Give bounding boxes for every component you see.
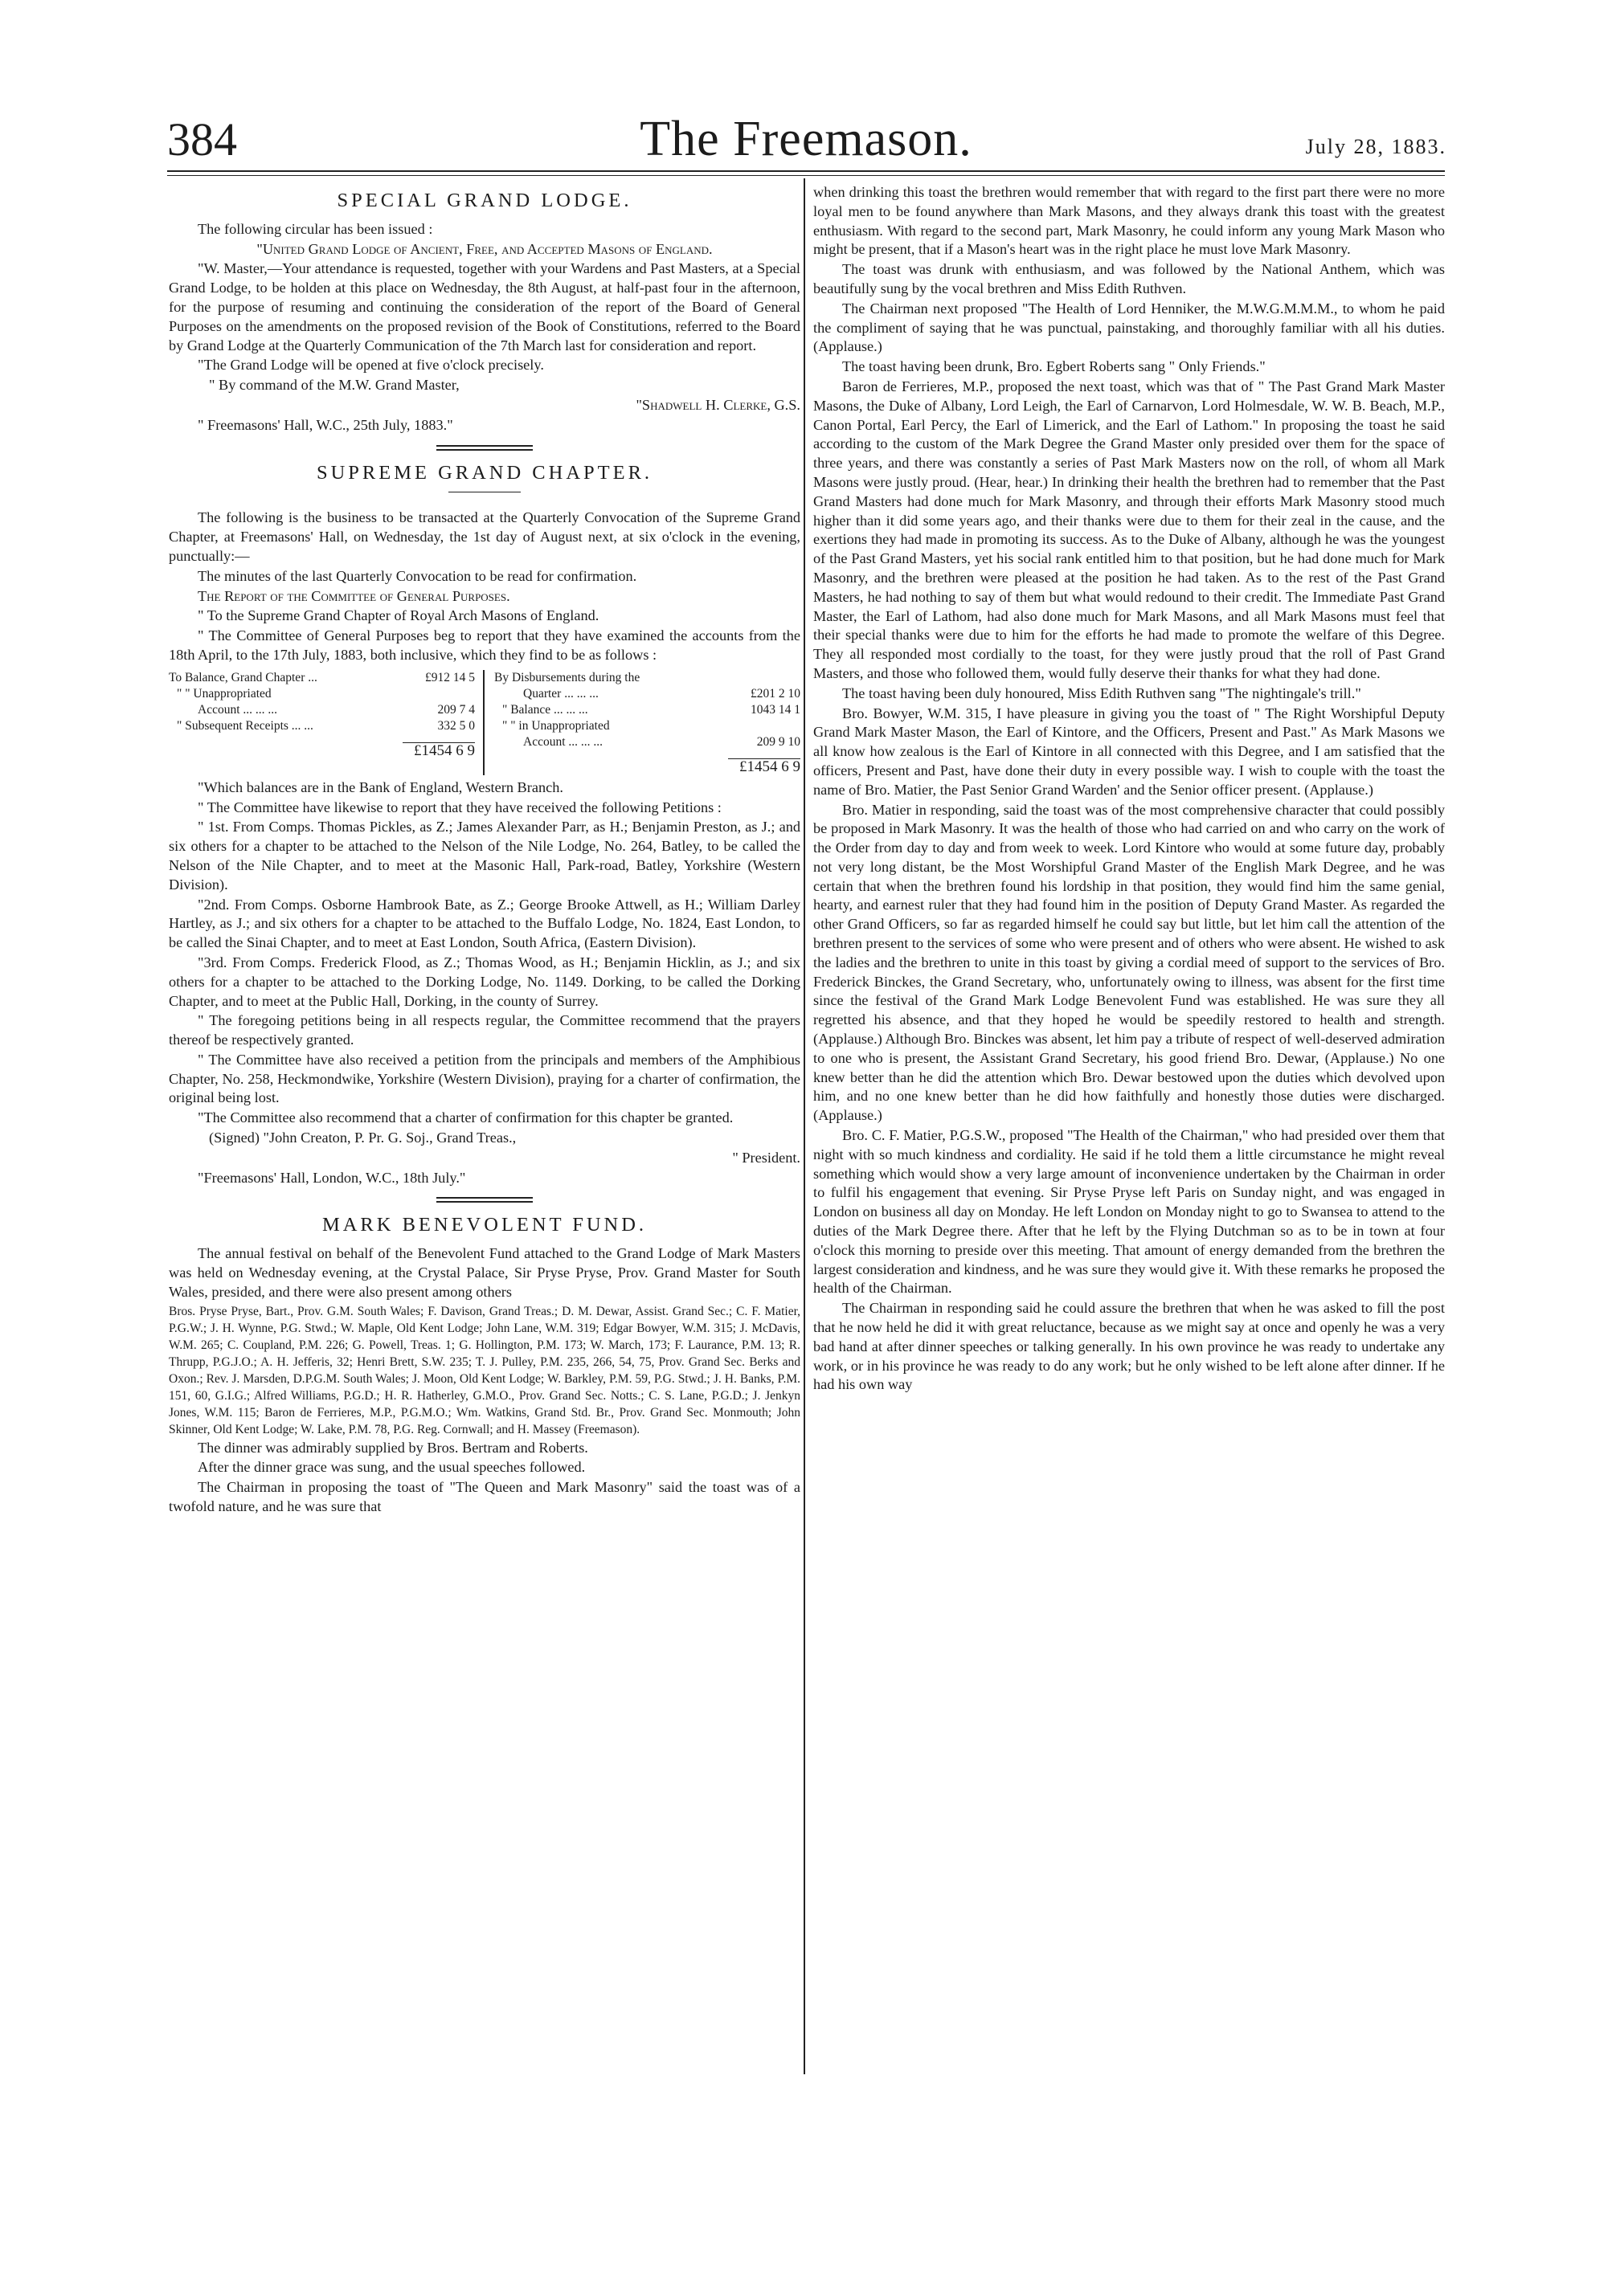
mark-benevolent-fund-article — [169, 1215, 800, 1516]
account-row: Account ... ... ... 209 9 10 — [523, 734, 800, 749]
article-paragraph: The Chairman next proposed "The Health of Lord Henniker, the M.W.G.M.M.M., to whom he paid the compliment of saying that he was punctual, painstaking, and thoroughly familiar with all his duties. (Applause.) — [813, 300, 1445, 355]
section-separator — [436, 445, 533, 451]
article-paragraph: After the dinner grace was sung, and the usual speeches followed. — [198, 1459, 586, 1476]
article-paragraph: The following is the business to be transacted at the Quarterly Convocation of the Supreme Grand Chapter, at Freemasons' Hall, on Wednesday, the 1st day of August next, at six o'clock in the evening, punctually:— — [169, 509, 800, 564]
issue-date: July 28, 1883. — [1305, 135, 1446, 158]
article-paragraph: The toast having been duly honoured, Miss Edith Ruthven sang "The nightingale's trill." — [842, 684, 1361, 701]
left-column — [169, 183, 800, 1518]
page-number: 384 — [167, 113, 237, 165]
article-paragraph: " To the Supreme Grand Chapter of Royal Arch Masons of England. — [198, 607, 599, 624]
account-total: £1454 6 9 — [494, 758, 800, 775]
account-total: £1454 6 9 — [169, 742, 475, 759]
article-paragraph: Baron de Ferrieres, M.P., proposed the next toast, which was that of " The Past Grand Mark Master Masons, the Duke of Albany, Lord Leigh, the Earl of Carnarvon, Lord Holmesdale, W. W. B. Beach, M.P., Canon Portal, Earl Percy, the Earl of Limerick, and the Earl of Lathom." In proposing the toast he said according to the custom of the Mark Degree the Grand Master only presided over them for the space of three years, and there was constantly a series of Past Mark Masters now on the roll, of whom all Mark Masons were justly proud. (Hear, hear.) In drinking their health the brethren had to remember that the Past Grand Masters had done much for Mark Masonry, and through their efforts Mark Masonry stood much higher than it did some years ago, and their thanks were due to them for their zeal in the cause, and the exertions they had made in promoting its success. As to the Duke of Albany, although he was the youngest of the Past Grand Masters, yet his social rank entitled him to that position, but he had done much for Mark Masonry, and the brethren were pleased at the position he had taken. As to the rest of the Past Grand Masters, he had nothing to say of them but what would redound to their credit. The Immediate Past Grand Master, the Earl of Lathom, had also done much for Mark Masons, and all Mark Masons must feel that their special thanks were due to him for the efforts he had made to promote the welfare of this Degree. They all responded most cordially to the toast, for they were justly proud that the roll of Past Grand Masters, and those who followed them, would fully deserve their thanks for what they had done. — [813, 378, 1445, 681]
account-row: By Disbursements during the — [494, 670, 640, 684]
account-row: " " Unappropriated — [177, 686, 272, 701]
accounts-credit-side — [169, 670, 485, 775]
right-column — [813, 183, 1445, 1395]
masthead-rule — [167, 170, 1445, 172]
petition-paragraph: " 1st. From Comps. Thomas Pickles, as Z.; James Alexander Parr, as H.; Benjamin Preston, as J.; and six others for a chapter to be attached to the Nelson of the Nile Lodge, No. 264, Batley, to be called the Nelson of the Nile Chapter, and to meet at the Masonic Hall, Park-road, Batley, Yorkshire (Western Division). — [169, 819, 800, 893]
special-grand-lodge-article — [169, 191, 800, 435]
signature: "Shadwell H. Clerke, G.S. — [636, 396, 800, 413]
article-paragraph: " By command of the M.W. Grand Master, — [209, 377, 460, 394]
section-separator — [436, 1197, 533, 1203]
article-paragraph: "The Committee also recommend that a charter of confirmation for this chapter be granted. — [198, 1109, 734, 1126]
article-paragraph: The Chairman in responding said he could assure the brethren that when he was asked to fill the post that he now held he did it with great reluctance, because as we might say at once and openly he was a very bad hand at after dinner speeches or talking generally. In his own province he was ready to undertake any work, or in his province he was ready to do any work; but he only wished to be left alone after dinner. If he had his own way — [813, 1300, 1445, 1393]
date-line: " Freemasons' Hall, W.C., 25th July, 1883." — [198, 416, 453, 433]
circular-addressee: "United Grand Lodge of Ancient, Free, and Accepted Masons of England. — [256, 240, 713, 257]
article-paragraph: " The Committee have also received a petition from the principals and members of the Amphibious Chapter, No. 258, Heckmondwike, Yorkshire (Western Division), praying for a charter of confirmation, the original being lost. — [169, 1051, 800, 1106]
article-paragraph: " The Committee of General Purposes beg to report that they have examined the accounts from the 18th April, to the 17th July, 1883, both inclusive, which they find to be as follows : — [169, 627, 800, 663]
article-heading: MARK BENEVOLENT FUND. — [321, 1214, 648, 1236]
article-paragraph: The minutes of the last Quarterly Convocation to be read for confirmation. — [198, 567, 637, 584]
accounts-table — [169, 670, 800, 775]
petition-paragraph: "2nd. From Comps. Osborne Hambrook Bate, as Z.; George Brooke Attwell, as H.; William Darley Hartley, as J.; and six others for a chapter to be attached to the Buffalo Lodge, No. 1824, East London, to be called the Sinai Chapter, and to meet at East London, South Africa, (Eastern Division). — [169, 896, 800, 951]
article-paragraph: The toast having been drunk, Bro. Egbert Roberts sang " Only Friends." — [842, 358, 1266, 375]
article-paragraph: Bro. Bowyer, W.M. 315, I have pleasure in giving you the toast of " The Right Worshipful Deputy Grand Mark Master Mason, the Earl of Kintore, and the Officers, Present and Past." As Mark Masons we all know how zealous is the Earl of Kintore in all connected with this Degree, and I am satisfied that the officers, Present and Past, have done their duty in every possible way. I wish to couple with the toast the name of Bro. Matier, the Past Senior Grand Warden' and the Senior officer present. (Applause.) — [813, 705, 1445, 798]
attendee-list: Bros. Pryse Pryse, Bart., Prov. G.M. South Wales; F. Davison, Grand Treas.; D. M. Dewar, Assist. Grand Sec.; C. F. Matier, P.G.W.; J. H. Wynne, P.G. Stwd.; W. Maple, Old Kent Lodge; John Lane, W.M. 319; Edgar Bowyer, W.M. 315; J. McDavis, W.M. 265; C. Coupland, P.M. 226; G. Powell, Treas. 1; G. Hollington, P.M. 173; W. March, 173; F. Laurance, P.M. 13; R. Thrupp, P.G.J.O.; A. H. Jefferis, 32; Henri Brett, S.W. 235; T. J. Pulley, P.M. 235, 266, 54, 75, Prov. Grand Sec. Berks and Oxon.; Rev. J. Marsden, D.P.G.M. South Wales; J. Moon, Old Kent Lodge; W. Barkley, P.M. 59, P.G. Stwd.; J. H. Banks, P.M. 151, 60, G.I.G.; Alfred Williams, P.G.D.; H. R. Hatherley, G.M.O., Prov. Grand Sec. Notts.; C. S. Lane, P.G.D.; J. Jenkyn Jones, W.M. 115; Baron de Ferrieres, M.P., P.G.M.O.; Wm. Watkins, Grand Std. Br., Prov. Grand Sec. Monmouth; John Skinner, Old Kent Lodge; W. Lake, P.M. 78, P.G. Reg. Cornwall; and H. Massey (Freemason). — [169, 1304, 800, 1436]
petition-paragraph: "3rd. From Comps. Frederick Flood, as Z.; Thomas Wood, as H.; Benjamin Hicklin, as J.; and six others for a chapter to be attached to the Dorking Lodge, No. 1149. Dorking, to be called the Dorking Chapter, and to meet at the Public Hall, Dorking, in the county of Surrey. — [169, 954, 800, 1009]
article-paragraph: The following circular has been issued : — [198, 220, 433, 237]
article-paragraph: " The foregoing petitions being in all respects regular, the Committee recommend that the prayers thereof be respectively granted. — [169, 1012, 800, 1048]
article-paragraph: " The Committee have likewise to report that they have received the following Petitions : — [198, 799, 722, 815]
article-paragraph: when drinking this toast the brethren would remember that with regard to the first part there were no more loyal men to be found anywhere than Mark Masons, and they always drank this toast with the greatest enthusiasm. With regard to the second part, Mark Masonry, he could inform any young Mark Mason who might be present, that if a Mason's heart was in the right place he must love Mark Masonry. — [813, 184, 1445, 258]
account-row: To Balance, Grand Chapter ... £912 14 5 — [169, 670, 475, 684]
article-heading: SPECIAL GRAND LODGE. — [337, 190, 632, 211]
date-line: "Freemasons' Hall, London, W.C., 18th July." — [198, 1169, 466, 1186]
supreme-grand-chapter-article — [169, 461, 800, 1188]
account-row: " " in Unappropriated — [502, 718, 610, 733]
account-row: Account ... ... ... 209 7 4 — [198, 702, 475, 717]
article-heading: SUPREME GRAND CHAPTER. — [316, 461, 653, 484]
signature-title: " President. — [732, 1149, 800, 1166]
account-row: " Subsequent Receipts ... ... 332 5 0 — [177, 718, 475, 733]
article-paragraph: Bro. C. F. Matier, P.G.S.W., proposed "The Health of the Chairman," who had presided over them that night with so much kindness and cordiality. He said if he told them a little circumstance he might reveal something which would show a very large amount of inconvenience undertaken by the Chairman in order to fulfil his engagement that evening. Sir Pryse Pryse left Paris on Sunday night, and was engaged in London on business all day on Monday. He left London on Monday night to go to Swansea to attend to the duties of the Mark Degree there. After that he left by the Flying Dutchman so as to be in town at four o'clock this morning to preside over this meeting. That amount of energy demanded from the brethren the largest consideration and kindness, and he was sure they would give it. With these remarks he proposed the health of the Chairman. — [813, 1127, 1445, 1297]
column-divider — [804, 178, 805, 2074]
article-paragraph: The annual festival on behalf of the Benevolent Fund attached to the Grand Lodge of Mark Masters was held on Wednesday evening, at the Crystal Palace, Sir Pryse Pryse, Prov. Grand Master for South Wales, presided, and there were also present among others — [169, 1245, 800, 1300]
newspaper-title: The Freemason. — [640, 112, 972, 166]
article-paragraph: The Chairman in proposing the toast of "The Queen and Mark Masonry" said the toast was of a twofold nature, and he was sure that — [169, 1479, 800, 1515]
article-paragraph: "Which balances are in the Bank of England, Western Branch. — [198, 778, 563, 795]
report-title: The Report of the Committee of General Purposes. — [198, 587, 510, 604]
article-paragraph: "W. Master,—Your attendance is requested, together with your Wardens and Past Masters, at a Special Grand Lodge, to be holden at this place on Wednesday, the 8th August, at half-past four in the afternoon, for the purpose of resuming and continuing the consideration of the report of the Board of General Purposes on the amendments on the proposed revision of the Book of Constitutions, referred to the Board by Grand Lodge at the Quarterly Communication of the 7th March last for consideration and report. — [169, 260, 800, 353]
signature: (Signed) "John Creaton, P. Pr. G. Soj., Grand Treas., — [209, 1130, 517, 1146]
accounts-debit-side — [485, 670, 800, 775]
account-row: " Balance ... ... ... 1043 14 1 — [502, 702, 800, 717]
article-paragraph: The dinner was admirably supplied by Bros. Bertram and Roberts. — [198, 1439, 588, 1456]
article-paragraph: Bro. Matier in responding, said the toast was of the most comprehensive character that could possibly be proposed in Mark Masonry. It was the health of those who had carried on and who carry on the work of the Order from day to day and from week to week. Lord Kintore who would at some future day, probably not very long distant, be the Most Worshipful Grand Master of the English Mark Degree, and he was certain that when the brethren found his lordship in that position, they would find him the same genial, hearty, and earnest ruler that they had found him in the position of Deputy Grand Master. As regarded the other Grand Officers, so far as regarded himself he could say but little, but let him call the attention of the brethren present to the services of some who were present and of others who were absent. He wished to ask the ladies and the brethren to unite in this toast by giving a cordial meed of support to the services of Bro. Frederick Binckes, the Grand Secretary, who, unfortunately owing to illness, was absent for the first time since the festival of the Grand Mark Lodge Benevolent Fund was established. He was sure they all regretted his absence, and that they hoped he would be speedily restored to health and strength. (Applause.) Although Bro. Binckes was absent, let him pay a tribute of respect of well-deserved admiration to one who is present, the Assistant Grand Secretary, his good friend Bro. Dewar, (Applause.) No one knew better than he did the attention which Bro. Dewar bestowed upon the duties which devolved upon him, and no one knew better than he did how faithfully and honestly those duties were discharged. (Applause.) — [813, 801, 1445, 1124]
article-paragraph: The toast was drunk with enthusiasm, and was followed by the National Anthem, which was beautifully sung by the vocal brethren and Miss Edith Ruthven. — [813, 261, 1445, 296]
account-row: Quarter ... ... ... £201 2 10 — [523, 686, 800, 701]
masthead-rule-thin — [167, 175, 1445, 176]
article-paragraph: "The Grand Lodge will be opened at five o'clock precisely. — [198, 357, 544, 374]
